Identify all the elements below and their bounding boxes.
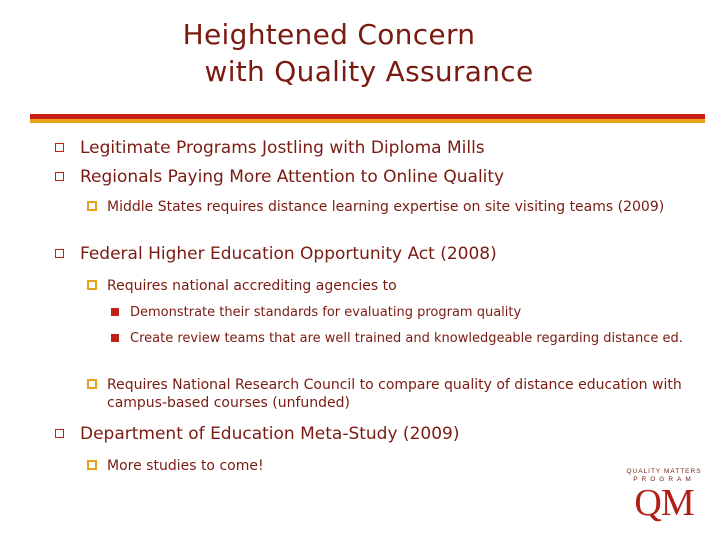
- hollow-square-bullet-icon: [55, 249, 64, 258]
- bullet-text: Federal Higher Education Opportunity Act (2008): [80, 244, 497, 264]
- bullet-text: More studies to come!: [107, 458, 264, 474]
- bullet-text: Legitimate Programs Jostling with Diploma Mills: [80, 138, 485, 158]
- gold-square-bullet-icon: [87, 280, 97, 290]
- logo-mark: QM: [634, 482, 694, 524]
- hollow-square-bullet-icon: [55, 172, 64, 181]
- bullet-text: Requires national accrediting agencies to: [107, 278, 397, 294]
- gold-square-bullet-icon: [87, 379, 97, 389]
- red-square-bullet-icon: [111, 308, 119, 316]
- slide-title-line-1: Heightened Concern: [182, 18, 476, 51]
- bullet-item: [80, 243, 680, 265]
- bullet-text: Requires National Research Council to compare quality of distance education with campus-based courses (unfunded): [107, 377, 682, 411]
- bullet-item: [107, 376, 697, 412]
- bullet-text: Regionals Paying More Attention to Online Quality: [80, 167, 505, 187]
- hollow-square-bullet-icon: [55, 429, 64, 438]
- logo-line-2: PROGRAM: [633, 476, 695, 483]
- slide-title-line-2: with Quality Assurance: [204, 55, 534, 88]
- bullet-item: [107, 198, 697, 216]
- red-square-bullet-icon: [111, 334, 119, 342]
- bullet-item: [130, 304, 690, 321]
- hollow-square-bullet-icon: [55, 143, 64, 152]
- gold-square-bullet-icon: [87, 201, 97, 211]
- logo-line-1: QUALITY MATTERS: [626, 468, 702, 475]
- bullet-text: Demonstrate their standards for evaluating program quality: [130, 305, 522, 320]
- bullet-text: Department of Education Meta-Study (2009): [80, 424, 460, 444]
- bullet-text: Create review teams that are well trained and knowledgeable regarding distance ed.: [130, 331, 683, 346]
- bullet-item: [80, 423, 680, 445]
- bullet-text: Middle States requires distance learning expertise on site visiting teams (2009): [107, 199, 665, 215]
- bullet-item: [107, 457, 607, 475]
- bullet-item: [80, 166, 680, 188]
- gold-square-bullet-icon: [87, 460, 97, 470]
- quality-matters-logo: [624, 468, 704, 528]
- bullet-item: [80, 137, 680, 159]
- bullet-item: [130, 330, 690, 347]
- bullet-item: [107, 277, 697, 295]
